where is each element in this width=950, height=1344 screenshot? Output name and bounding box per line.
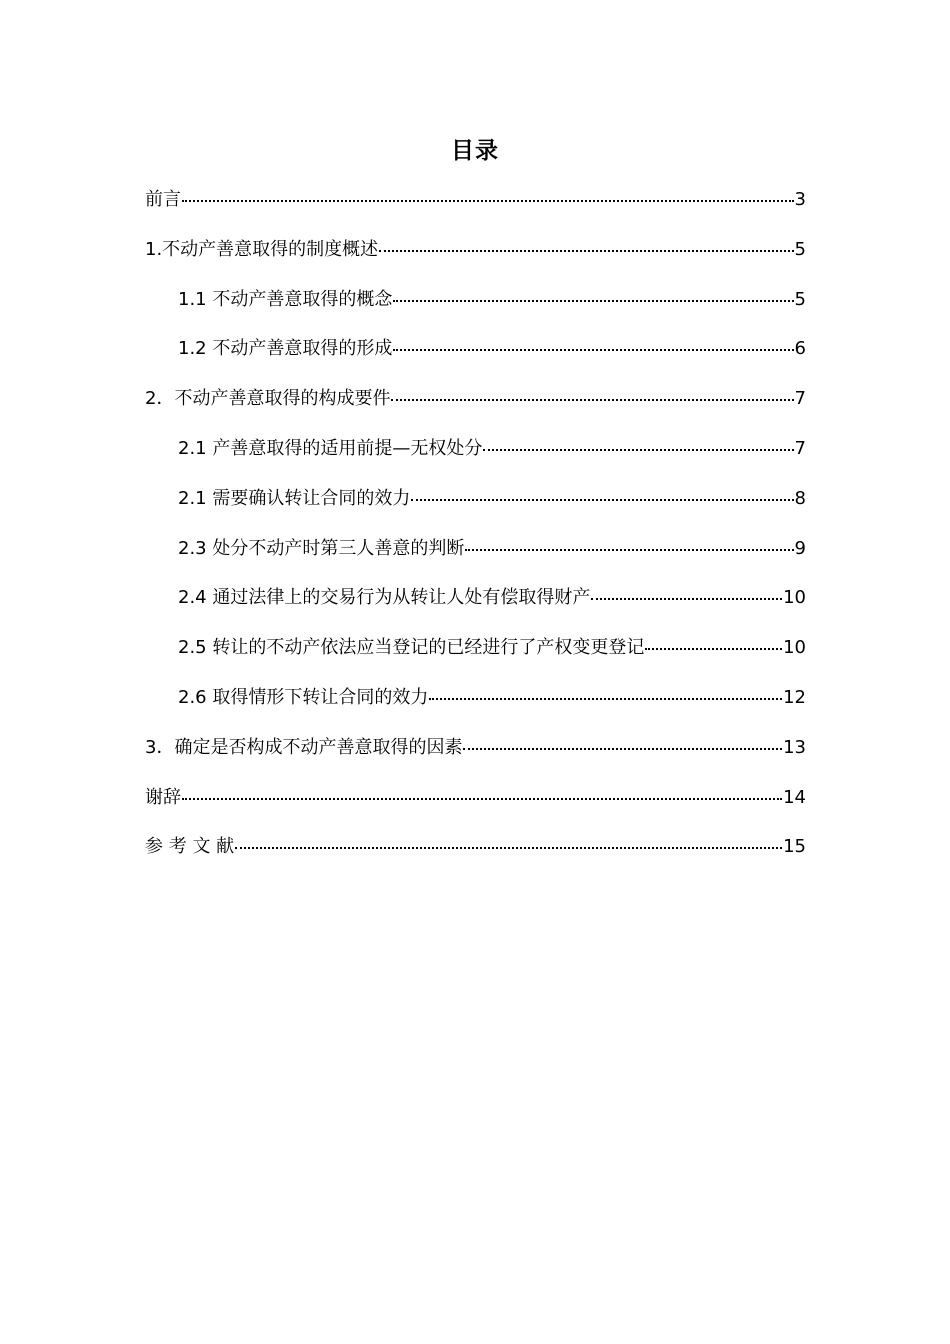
toc-page-number: 14 bbox=[783, 786, 806, 808]
toc-entry-title: 2.6 取得情形下转让合同的效力 bbox=[178, 686, 429, 708]
dot-leader bbox=[429, 698, 782, 700]
toc-entry-title: 1.1 不动产善意取得的概念 bbox=[178, 288, 393, 310]
toc-entry-title: 2.1 需要确认转让合同的效力 bbox=[178, 487, 411, 509]
dot-leader bbox=[182, 200, 794, 202]
dot-leader bbox=[391, 399, 793, 401]
toc-entry[interactable] bbox=[145, 432, 806, 482]
toc-page-number: 5 bbox=[794, 288, 806, 310]
dot-leader bbox=[463, 748, 782, 750]
toc-entry-title: 2.1 产善意取得的适用前提—无权处分 bbox=[178, 437, 483, 459]
table-of-contents bbox=[145, 183, 806, 880]
toc-page-number: 3 bbox=[794, 189, 806, 210]
dot-leader bbox=[411, 499, 793, 501]
toc-entry-title: 2.5 转让的不动产依法应当登记的已经进行了产权变更登记 bbox=[178, 637, 645, 659]
toc-entry-title: 前言 bbox=[145, 189, 181, 210]
toc-entry[interactable] bbox=[145, 731, 806, 781]
toc-entry-title: 2.3 处分不动产时第三人善意的判断 bbox=[178, 537, 465, 559]
toc-title: 目录 bbox=[451, 138, 499, 164]
toc-entry[interactable] bbox=[145, 581, 806, 631]
toc-entry-title: 1.2 不动产善意取得的形成 bbox=[178, 338, 393, 360]
dot-leader bbox=[393, 349, 793, 351]
toc-entry[interactable] bbox=[145, 382, 806, 432]
toc-page-number: 8 bbox=[794, 487, 806, 509]
toc-page-number: 13 bbox=[783, 736, 806, 758]
toc-entry-title: 谢辞 bbox=[145, 786, 181, 808]
toc-entry[interactable] bbox=[145, 830, 806, 880]
dot-leader bbox=[645, 648, 782, 650]
toc-page-number: 15 bbox=[783, 836, 806, 858]
dot-leader bbox=[379, 250, 793, 252]
toc-entry-title: 2.4 通过法律上的交易行为从转让人处有偿取得财产 bbox=[178, 587, 591, 609]
toc-page-number: 7 bbox=[794, 388, 806, 410]
toc-entry-title: 2．不动产善意取得的构成要件 bbox=[145, 388, 391, 410]
toc-page-number: 10 bbox=[783, 637, 806, 659]
toc-page-number: 12 bbox=[783, 686, 806, 708]
toc-page-number: 7 bbox=[794, 437, 806, 459]
toc-entry[interactable] bbox=[145, 283, 806, 333]
toc-page-number: 6 bbox=[794, 338, 806, 360]
toc-page-number: 5 bbox=[794, 238, 806, 260]
dot-leader bbox=[483, 449, 793, 451]
toc-entry-title: 3．确定是否构成不动产善意取得的因素 bbox=[145, 736, 463, 758]
toc-entry[interactable] bbox=[145, 631, 806, 681]
toc-entry[interactable] bbox=[145, 332, 806, 382]
dot-leader bbox=[591, 598, 782, 600]
toc-entry[interactable] bbox=[145, 681, 806, 731]
toc-entry[interactable] bbox=[145, 233, 806, 283]
toc-entry-title: 1.不动产善意取得的制度概述 bbox=[145, 238, 379, 260]
toc-entry[interactable] bbox=[145, 532, 806, 582]
toc-entry[interactable] bbox=[145, 781, 806, 831]
toc-entry[interactable] bbox=[145, 183, 806, 233]
toc-page-number: 9 bbox=[794, 537, 806, 559]
toc-page-number: 10 bbox=[783, 587, 806, 609]
dot-leader bbox=[182, 798, 782, 800]
dot-leader bbox=[393, 300, 793, 302]
dot-leader bbox=[465, 549, 793, 551]
toc-entry-title: 参 考 文 献 bbox=[145, 836, 235, 858]
dot-leader bbox=[235, 847, 782, 849]
toc-entry[interactable] bbox=[145, 482, 806, 532]
